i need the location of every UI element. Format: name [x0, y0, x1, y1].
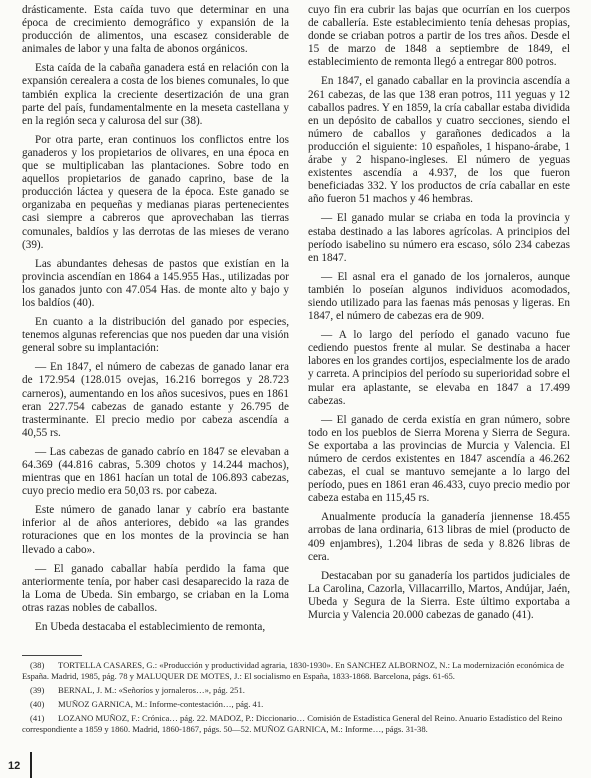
paragraph: Por otra parte, eran continuos los conflictos entre los ganaderos y los propietarios de olivares, en una época en que se multiplicaban las plantaciones. Sobre todo en aquellos propietarios de ganado caprino, base de la producción láctea y quesera de la época. Este ganado se organizaba en pequeñas y medianas piaras pertenecientes casi siempre a cabreros que aprovechaban las tierras comunales, baldíos y las derrotas de las mieses de verano (39).	[22, 133, 289, 251]
left-column	[22, 4, 289, 640]
footnote	[22, 699, 570, 710]
right-column	[308, 4, 570, 628]
footnote-text: TORTELLA CASARES, G.: «Producción y productividad agraria, 1830-1930». En SANCHEZ ALBORNOZ, N.: La modernización económica de España. Madrid, 1985, pág. 78 y MALUQUER DE MOTES, J.: El socialismo en España, 1833-1868. Barcelona, págs. 61-65.	[22, 660, 565, 682]
paragraph: Destacaban por su ganadería los partidos judiciales de La Carolina, Cazorla, Villacarrillo, Martos, Andújar, Jaén, Ubeda y Segura de la Sierra. Este último exportaba a Murcia y Valencia 20.000 cabezas de ganado (41).	[308, 569, 570, 622]
footnote-text: BERNAL, J. M.: «Señoríos y jornaleros…», pág. 251.	[58, 685, 245, 696]
paragraph: En Ubeda destacaba el establecimiento de remonta,	[35, 621, 266, 634]
footnote	[22, 660, 570, 683]
paragraph: cuyo fin era cubrir las bajas que ocurrían en los cuerpos de caballería. Este establecimiento tenía dehesas propias, donde se criaban potros a partir de los tres años. Desde el 15 de marzo de 1848 a septiembre de 1849, el establecimiento de remonta llegó a entregar 800 potros.	[308, 4, 570, 69]
footnote-text: LOZANO MUÑOZ, F.: Crónica… pág. 22. MADOZ, P.: Diccionario… Comisión de Estadística General del Reino. Anuario Estadístico del Reino correspondiente a 1859 y 1860. Madrid, 1860-1867, págs. 50—52. MUÑOZ GARNICA, M.: Informe…, págs. 31-38.	[22, 712, 563, 734]
paragraph: Anualmente producía la ganadería jiennense 18.455 arrobas de lana ordinaria, 613 libras de miel (producto de 409 enjambres), 1.204 libras de seda y 8.826 libras de cera.	[308, 511, 570, 563]
paragraph: — El ganado mular se criaba en toda la provincia y estaba destinado a las labores agrícolas. A principios del período isabelino su número era escaso, sólo 234 cabezas en 1847.	[308, 212, 570, 264]
paragraph: — Las cabezas de ganado cabrío en 1847 se elevaban a 64.369 (44.816 cabras, 5.309 chotos y 14.244 machos), mientras que en 1861 hacían un total de 106.893 cabezas, cuyo precio medio era 50,03 rs. por cabeza.	[22, 445, 289, 498]
footnote	[22, 685, 570, 696]
footnote-number: (40)	[30, 698, 45, 709]
paragraph: — En 1847, el número de cabezas de ganado lanar era de 172.954 (128.015 ovejas, 16.216 borregos y 28.723 carneros), aumentando en los años sucesivos, pues en 1861 eran 227.754 cabezas de ganado estante y 26.795 de trasterminante. El precio medio por cabeza ascendía a 40,55 rs.	[22, 361, 289, 439]
paragraph: Las abundantes dehesas de pastos que existían en la provincia ascendían en 1864 a 145.955 Has., utilizadas por los ganados junto con 47.054 Has. de monte alto y bajo y los baldíos (40).	[22, 257, 289, 309]
paragraph: — El ganado de cerda existía en gran número, sobre todo en los pueblos de Sierra Morena y Sierra de Segura. Se exportaba a las provincias de Murcia y Valencia. El número de cerdos existentes en 1847 ascendía a 46.262 cabezas, el cual se mantuvo semejante a lo largo del período, pues en 1861 eran 46.433, cuyo precio medio por cabeza estaba en 115,45 rs.	[308, 413, 570, 505]
paragraph: En cuanto a la distribución del ganado por especies, tenemos algunas referencias que nos pueden dar una visión general sobre su implantación:	[22, 316, 289, 355]
footnote-divider	[22, 655, 82, 656]
paragraph: — A lo largo del período el ganado vacuno fue cediendo puestos frente al mular. Se destinaba a hacer labores en los grandes cortijos, especialmente los de arado y carreta. A principios del período su superioridad sobre el mular era aplastante, se elevaba en 1847 a 17.499 cabezas.	[308, 329, 570, 407]
paragraph: Este número de ganado lanar y cabrío era bastante inferior al de años anteriores, debido «a las grandes roturaciones que en los montes de la provincia se han llevado a cabo».	[22, 504, 289, 556]
paragraph: Esta caída de la cabaña ganadera está en relación con la expansión cerealera a costa de los bienes comunales, lo que también explica la creciente desertización de una gran parte del país, fundamentalmente en la meseta castellana y en la región seca y calurosa del sur (38).	[22, 62, 289, 127]
page-margin-rule	[30, 752, 32, 778]
paragraph: — El asnal era el ganado de los jornaleros, aunque también lo poseían algunos individuos acomodados, siendo utilizado para las faenas más penosas y ligeras. En 1847, el número de cabezas era de 909.	[308, 270, 570, 323]
paragraph: — El ganado caballar había perdido la fama que anteriormente tenía, por haber casi desaparecido la raza de la Loma de Ubeda. Sin embargo, se criaban en la Loma otras razas nobles de caballos.	[22, 562, 289, 614]
footnote-text: MUÑOZ GARNICA, M.: Informe-contestación…, pág. 41.	[58, 698, 264, 709]
paragraph: drásticamente. Esta caída tuvo que determinar en una época de crecimiento demográfico y expansión de la producción de alimentos, una escasez considerable de animales de labor y una falta de abonos orgánicos.	[22, 4, 289, 56]
paragraph: En 1847, el ganado caballar en la provincia ascendía a 261 cabezas, de las que 138 eran potros, 111 yeguas y 12 caballos padres. Y en 1859, la cría caballar estaba dividida en un depósito de caballos y cuatro secciones, siendo el número de caballos y garañones dedicados a la producción el siguiente: 10 españoles, 1 hispano-árabe, 1 árabe y 2 hispano-ingleses. El número de yeguas existentes ascendía a 4.937, de los que fueron beneficiadas 332. Y los productos de cría caballar en este año fueron 51 machos y 46 hembras.	[308, 75, 570, 206]
footnote-number: (41)	[30, 712, 45, 723]
footnotes	[22, 660, 570, 738]
footnote-number: (38)	[30, 660, 45, 670]
footnote	[22, 713, 570, 736]
page-number: 12	[8, 760, 21, 772]
footnote-number: (39)	[30, 685, 45, 696]
